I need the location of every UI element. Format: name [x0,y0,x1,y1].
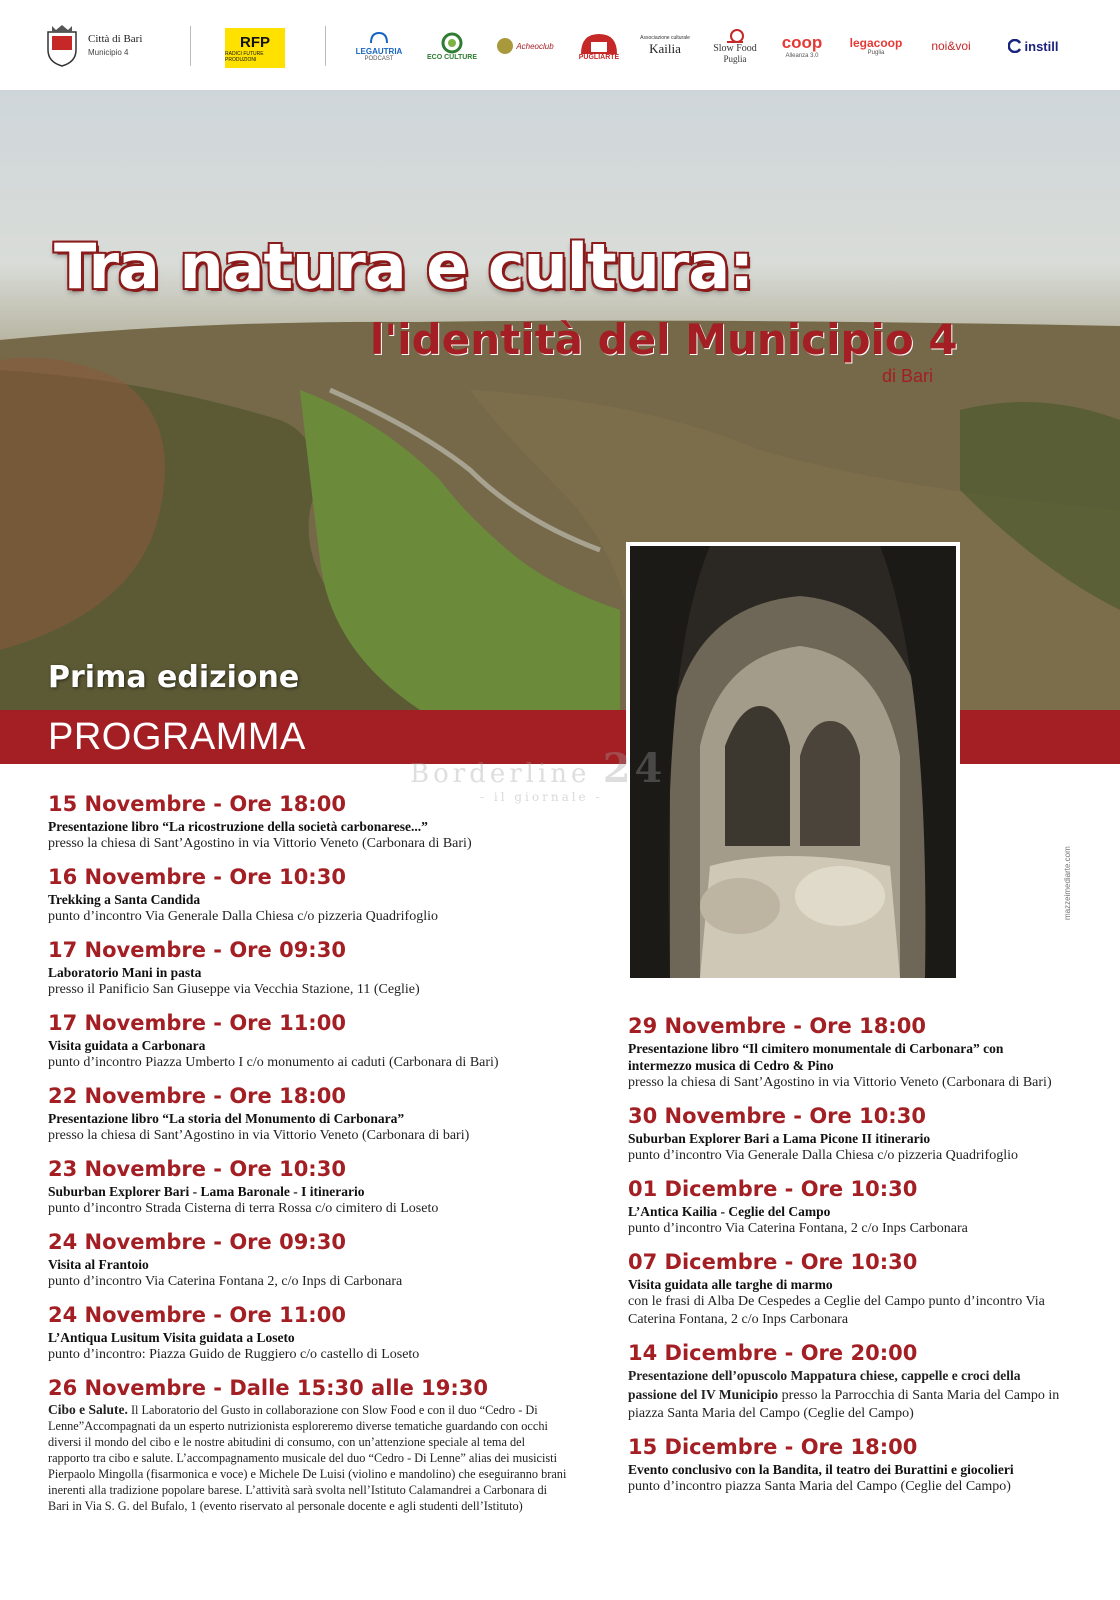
instill-logo: instill [998,22,1068,70]
event-item [48,1082,568,1145]
event-location: presso la chiesa di Sant’Agostino in via Vittorio Veneto (Carbonara di bari) [48,1128,470,1143]
photo-credit: mazzeimediarte.com [1063,846,1072,920]
legautria-logo: LEGAUTRIA PODCAST [348,22,410,70]
comune-bari-logo: Città di Bari Municipio 4 [44,22,164,70]
event-date: 14 Dicembre - Ore 20:00 [628,1341,918,1365]
event-location: punto d’incontro Via Generale Dalla Chiesa c/o pizzeria Quadrifoglio [48,909,438,924]
program-right-column [628,1012,1068,1506]
event-item [48,1228,568,1291]
event-item [628,1012,1068,1092]
event-title: Visita guidata alle targhe di marmo [628,1277,833,1292]
coat-of-arms-icon [44,24,80,68]
event-location: presso il Panificio San Giuseppe via Vecchia Stazione, 11 (Ceglie) [48,982,420,997]
event-date: 15 Dicembre - Ore 18:00 [628,1435,918,1459]
event-date: 17 Novembre - Ore 09:30 [48,938,346,962]
program-left-column [48,790,568,1514]
legacoop-logo: legacoop Puglia [849,36,903,56]
event-item [48,1301,568,1364]
event-title: Evento conclusivo con la Bandita, il teatro dei Burattini e giocolieri [628,1462,1014,1477]
event-title: Visita guidata a Carbonara [48,1038,206,1053]
event-date: 24 Novembre - Ore 11:00 [48,1303,346,1327]
noi-logo: noi&voi [931,39,971,53]
leaf-icon [441,32,463,54]
event-title: Trekking a Santa Candida [48,892,201,907]
event-location: con le frasi di Alba De Cespedes a Ceglie del Campo punto d’incontro Via Caterina Fontana, 2 c/o Inps Carbonara [628,1294,1045,1327]
cave-arches-illustration [630,546,956,978]
event-description: Cibo e Salute. Il Laboratorio del Gusto in collaborazione con Slow Food e con il duo “Cedro - Di Lenne”Accompagnati da un esperto nutrizionista esploreremo diverse tematiche guardando con occhi diversi il mondo del cibo e le nostre abitudini di consumo, con un’attenzione speciale al tema del rapporto tra cibo e salute. L’accompagnamento musicale del duo “Cedro - Di Lenne” alias dei musicisti Pierpaolo Mingolla (fisarmonica e voce) e Michele De Luisi (violino e mandolino) che eseguiranno brani inerenti alla tradizione popolare barese. L’attività sarà svolta nell’Istituto Calamandrei a Carbonara di Bari in Via S. G. del Bufalo, 1 (evento riservato al personale docente e agli studenti dell’Istituto) [48,1402,567,1513]
cave-photo [626,542,960,982]
event-date: 23 Novembre - Ore 10:30 [48,1157,346,1181]
rfp-logo: RFP RADICI FUTURE PRODUZIONI [225,28,285,68]
event-item [628,1102,1068,1165]
event-title: Laboratorio Mani in pasta [48,965,202,980]
event-location: presso la chiesa di Sant’Agostino in via Vittorio Veneto (Carbonara di Bari) [628,1075,1052,1090]
event-date: 07 Dicembre - Ore 10:30 [628,1250,918,1274]
watermark-subtitle: - il giornale - [480,790,603,804]
event-date: 15 Novembre - Ore 18:00 [48,792,346,816]
event-item [48,1009,568,1072]
event-date: 16 Novembre - Ore 10:30 [48,865,346,889]
kailia-logo: Associazione culturale Kailia [640,35,690,56]
event-title: Presentazione dell’opuscolo Mappatura chiese, cappelle e croci della passione del IV Municipio [628,1368,1021,1402]
coin-icon [496,37,514,55]
event-location: punto d’incontro Via Caterina Fontana, 2 c/o Inps Carbonara [628,1221,968,1236]
event-title: Presentazione libro “La ricostruzione della società carbonarese...” [48,819,428,834]
event-location: punto d’incontro: Piazza Guido de Ruggiero c/o castello di Loseto [48,1347,420,1362]
logo-divider [190,26,191,66]
eco-culture-logo: ECO CULTURE [424,22,480,70]
snail-icon [726,29,744,43]
event-location: punto d’incontro Piazza Umberto I c/o monumento ai caduti (Carbonara di Bari) [48,1055,499,1070]
edition-label: Prima edizione [48,660,300,695]
coop-logo: coop Alleanza 3.0 [781,33,823,59]
event-date: 29 Novembre - Ore 18:00 [628,1014,926,1038]
event-item [628,1175,1068,1238]
programma-heading: PROGRAMMA [48,716,306,758]
event-item [628,1433,1068,1496]
event-title: L’Antiqua Lusitum Visita guidata a Loseto [48,1330,295,1345]
event-date: 26 Novembre - Dalle 15:30 alle 19:30 [48,1376,488,1400]
event-title: L’Antica Kailia - Ceglie del Campo [628,1204,831,1219]
headphones-icon [368,31,390,47]
event-item [48,790,568,853]
watermark: Borderline 24 [410,745,667,792]
event-title: Visita al Frantoio [48,1257,149,1272]
poster-subtitle: l'identità del Municipio 4 [370,315,958,364]
slow-food-logo: Slow Food Puglia [704,22,766,70]
event-title: Suburban Explorer Bari - Lama Baronale - I itinerario [48,1184,365,1199]
event-item [48,863,568,926]
event-date: 22 Novembre - Ore 18:00 [48,1084,346,1108]
event-date: 30 Novembre - Ore 10:30 [628,1104,926,1128]
event-date: 17 Novembre - Ore 11:00 [48,1011,346,1035]
event-date: 24 Novembre - Ore 09:30 [48,1230,346,1254]
pugliarte-logo: PUGLIARTE [575,22,623,70]
event-item [628,1339,1068,1423]
event-title: Cibo e Salute. [48,1402,128,1417]
event-item [48,1155,568,1218]
event-date: 01 Dicembre - Ore 10:30 [628,1177,918,1201]
event-title: Presentazione libro “La storia del Monumento di Carbonara” [48,1111,405,1126]
event-location: punto d’incontro piazza Santa Maria del Campo (Ceglie del Campo) [628,1479,1011,1494]
event-title: Presentazione libro “Il cimitero monumentale di Carbonara” con intermezzo musica di Cedro & Pino [628,1041,1004,1073]
acheoclub-logo: Acheoclub [490,22,560,70]
sponsor-logo-bar [0,0,1120,90]
castle-icon [579,32,619,54]
instill-mark-icon [1008,39,1022,53]
poster-title: Tra natura e cultura: [54,230,753,303]
logo-divider [325,26,326,66]
event-location: presso la chiesa di Sant’Agostino in via Vittorio Veneto (Carbonara di Bari) [48,836,472,851]
event-location: punto d’incontro Strada Cisterna di terra Rossa c/o cimitero di Loseto [48,1201,439,1216]
event-title: Suburban Explorer Bari a Lama Picone II itinerario [628,1131,931,1146]
event-location: punto d’incontro Via Caterina Fontana 2, c/o Inps di Carbonara [48,1274,403,1289]
event-location: Presentazione dell’opuscolo Mappatura chiese, cappelle e croci della passione del IV Municipio presso la Parrocchia di Santa Maria del Campo in piazza Santa Maria del Campo (Ceglie del Campo) [628,1368,1060,1421]
poster-subtitle-city: di Bari [882,366,934,386]
event-item [628,1248,1068,1329]
event-item [48,1374,568,1514]
event-location: punto d’incontro Via Generale Dalla Chiesa c/o pizzeria Quadrifoglio [628,1148,1018,1163]
event-item [48,936,568,999]
